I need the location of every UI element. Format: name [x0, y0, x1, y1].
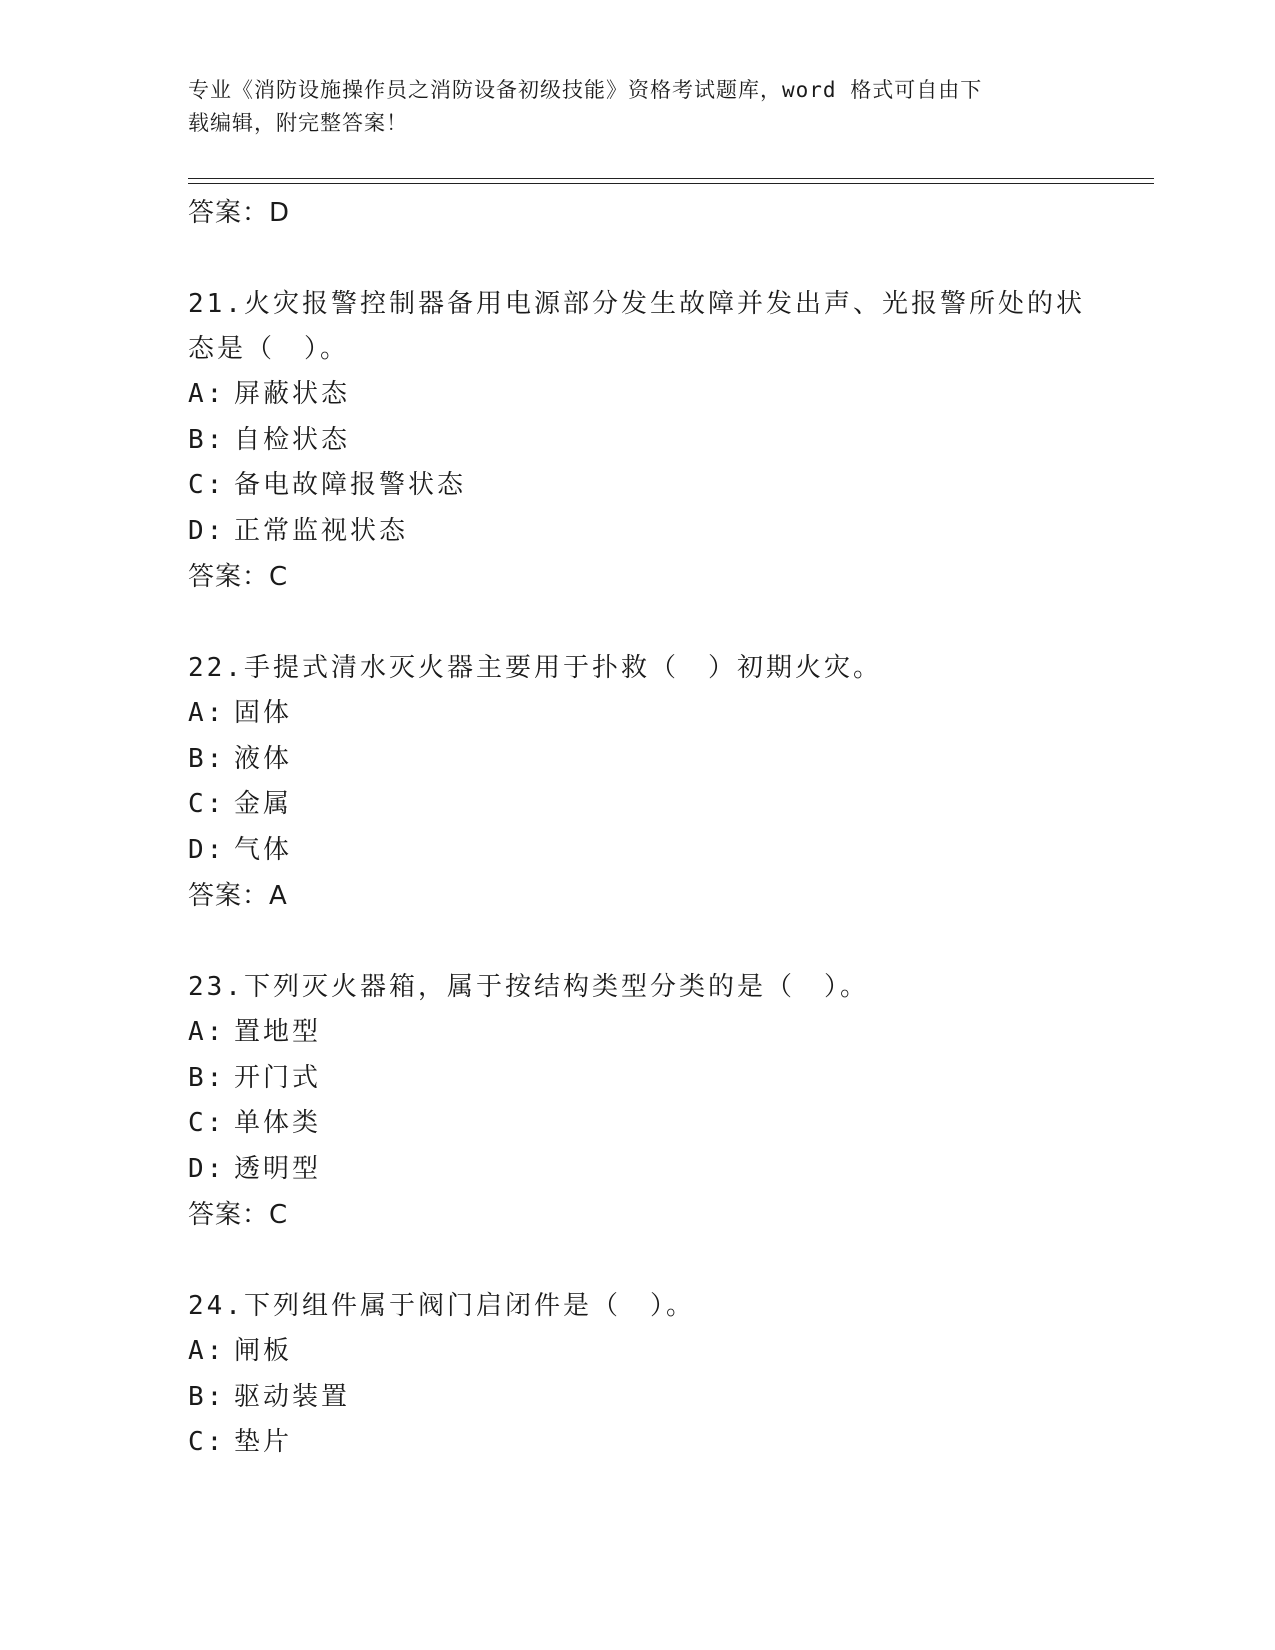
question-stem — [188, 1284, 1088, 1329]
spacer — [188, 1238, 1088, 1284]
option-text: 开门式 — [234, 1062, 322, 1093]
option-item — [188, 1147, 1088, 1193]
option-item — [188, 463, 1088, 509]
spacer — [188, 236, 1088, 282]
option-item — [188, 509, 1088, 555]
option-item — [188, 828, 1088, 874]
option-key: A: — [188, 379, 226, 409]
header-line-2: 载编辑，附完整答案！ — [188, 111, 408, 135]
question-block — [188, 1284, 1088, 1466]
option-text: 置地型 — [234, 1017, 322, 1047]
answer-line: 答案：D — [188, 198, 291, 228]
option-item — [188, 418, 1088, 464]
question-block — [188, 965, 1088, 1284]
header-divider-thick — [188, 178, 1154, 179]
question-block — [188, 646, 1088, 965]
question-stem-line: 22.手提式清水灭火器主要用于扑救（ ）初期火灾。 — [188, 653, 882, 683]
option-text: 金属 — [234, 789, 293, 819]
question-block — [188, 282, 1088, 646]
option-key: B: — [188, 1381, 226, 1412]
question-stem — [188, 646, 1088, 691]
question-stem-line: 21.火灾报警控制器备用电源部分发生故障并发出声、光报警所处的状 — [188, 289, 1085, 319]
option-key: D: — [188, 1153, 226, 1184]
option-text: 屏蔽状态 — [234, 379, 351, 409]
option-item — [188, 1329, 1088, 1375]
option-text: 气体 — [234, 834, 293, 865]
spacer — [188, 600, 1088, 646]
option-text: 液体 — [234, 743, 293, 774]
question-stem-line: 态是（ ）。 — [188, 334, 350, 364]
option-key: D: — [188, 515, 226, 546]
question-stem-line: 24.下列组件属于阀门启闭件是（ ）。 — [188, 1291, 695, 1321]
option-text: 垫片 — [234, 1427, 293, 1457]
option-text: 正常监视状态 — [234, 515, 409, 546]
option-item — [188, 737, 1088, 783]
option-text: 驱动装置 — [234, 1381, 351, 1412]
document-header — [188, 74, 1068, 140]
header-line-1: 专业《消防设施操作员之消防设备初级技能》资格考试题库，word 格式可自由下 — [188, 78, 983, 102]
option-key: D: — [188, 834, 226, 865]
header-divider-thin — [188, 183, 1154, 184]
option-text: 自检状态 — [234, 424, 351, 455]
option-key: C: — [188, 1427, 226, 1457]
option-key: C: — [188, 1108, 226, 1138]
answer-line: 答案：A — [188, 881, 288, 911]
option-item — [188, 1010, 1088, 1056]
option-item — [188, 782, 1088, 828]
option-item — [188, 691, 1088, 737]
option-key: B: — [188, 1062, 226, 1093]
answer-line: 答案：C — [188, 1200, 289, 1230]
option-item — [188, 1375, 1088, 1421]
option-key: C: — [188, 789, 226, 819]
option-text: 固体 — [234, 698, 293, 728]
option-item — [188, 1420, 1088, 1466]
option-key: C: — [188, 470, 226, 500]
option-key: A: — [188, 1017, 226, 1047]
option-text: 备电故障报警状态 — [234, 470, 467, 500]
option-text: 单体类 — [234, 1108, 322, 1138]
option-item — [188, 1056, 1088, 1102]
option-key: A: — [188, 698, 226, 728]
option-text: 透明型 — [234, 1153, 322, 1184]
option-key: B: — [188, 424, 226, 455]
question-list — [188, 190, 1088, 1466]
option-key: A: — [188, 1336, 226, 1366]
option-item — [188, 1101, 1088, 1147]
answer-line: 答案：C — [188, 562, 289, 592]
question-stem — [188, 282, 1088, 372]
question-stem-line: 23.下列灭火器箱，属于按结构类型分类的是（ ）。 — [188, 972, 869, 1002]
option-text: 闸板 — [234, 1336, 293, 1366]
spacer — [188, 919, 1088, 965]
question-stem — [188, 965, 1088, 1010]
option-key: B: — [188, 743, 226, 774]
option-item — [188, 372, 1088, 418]
